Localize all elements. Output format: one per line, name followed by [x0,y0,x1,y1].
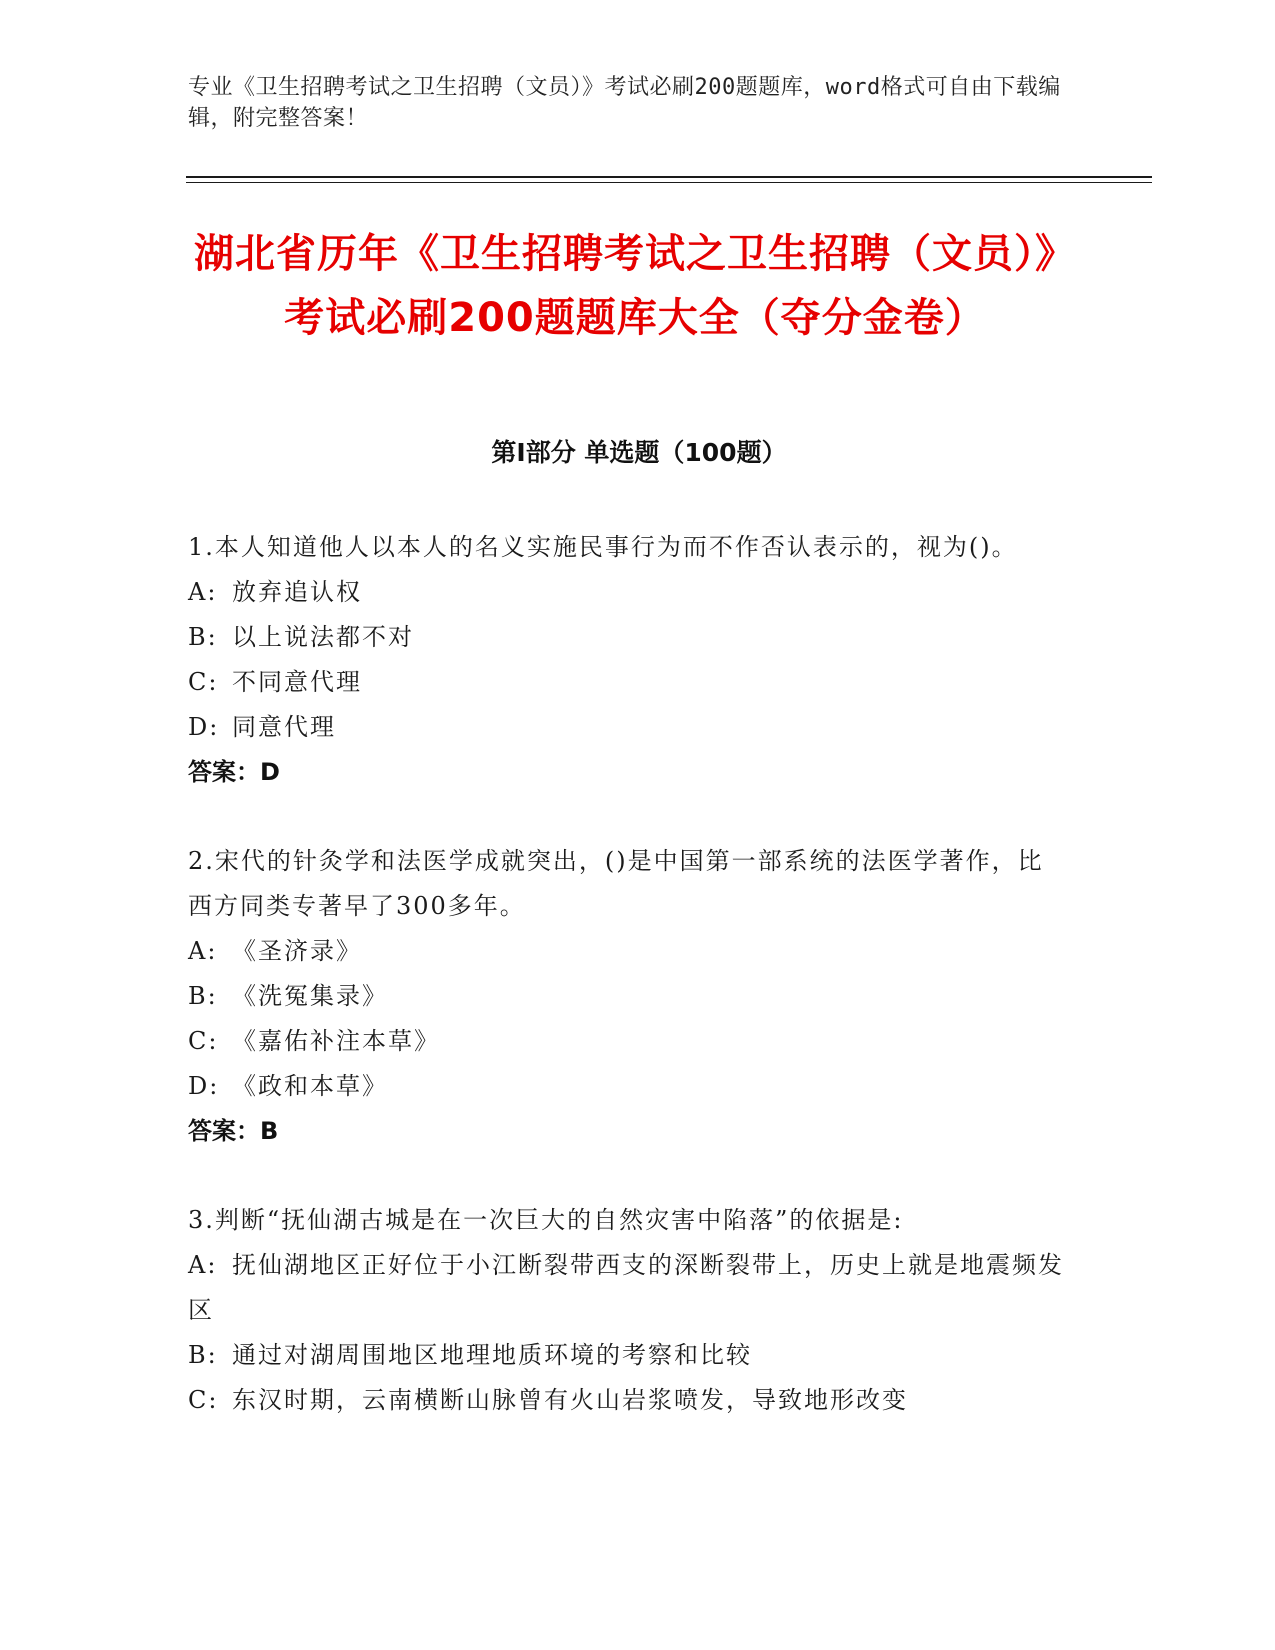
option-text: 《嘉佑补注本草》 [232,1027,440,1055]
header-rule-thin [186,182,1152,183]
option-key: C: [188,1027,219,1055]
option-text: 《洗冤集录》 [232,982,388,1010]
option-text: 抚仙湖地区正好位于小江断裂带西支的深断裂带上，历史上就是地震频发区 [188,1251,1064,1324]
option-a [188,570,1068,615]
option-key: A: [188,578,218,606]
option-text: 不同意代理 [232,668,362,696]
answer-label: 答案：B [188,1117,279,1145]
header-rule-thick [186,176,1152,178]
option-a [188,1243,1068,1333]
option-text: 《政和本草》 [232,1072,388,1100]
option-text: 放弃追认权 [232,578,362,606]
question-2 [188,839,1068,1154]
option-key: B: [188,982,218,1010]
option-c [188,660,1068,705]
option-b [188,1333,1068,1378]
option-text: 以上说法都不对 [232,623,414,651]
option-key: A: [188,937,218,965]
question-1 [188,525,1068,795]
question-3 [188,1198,1068,1423]
option-key: A: [188,1251,218,1279]
option-b [188,615,1068,660]
option-d [188,1064,1068,1109]
question-text: 2.宋代的针灸学和法医学成就突出，()是中国第一部系统的法医学著作，比西方同类专著早了300多年。 [188,847,1044,920]
option-d [188,705,1068,750]
document-title: 湖北省历年《卫生招聘考试之卫生招聘（文员）》考试必刷200题题库大全（夺分金卷） [194,231,1076,341]
option-text: 《圣济录》 [232,937,362,965]
question-text: 1.本人知道他人以本人的名义实施民事行为而不作否认表示的，视为()。 [188,533,1018,561]
option-key: C: [188,668,219,696]
option-text: 同意代理 [232,713,336,741]
option-a [188,929,1068,974]
option-b [188,974,1068,1019]
option-key: D: [188,1072,220,1100]
option-key: D: [188,713,220,741]
header-note: 专业《卫生招聘考试之卫生招聘（文员）》考试必刷200题题库，word格式可自由下载编辑，附完整答案！ [188,75,1061,131]
option-c [188,1378,1068,1423]
option-key: B: [188,1341,218,1369]
option-c [188,1019,1068,1064]
answer-label: 答案：D [188,758,280,786]
question-list [188,525,1068,1467]
option-key: B: [188,623,218,651]
option-text: 东汉时期，云南横断山脉曾有火山岩浆喷发，导致地形改变 [232,1386,908,1414]
option-text: 通过对湖周围地区地理地质环境的考察和比较 [232,1341,752,1369]
option-key: C: [188,1386,219,1414]
question-text: 3.判断“抚仙湖古城是在一次巨大的自然灾害中陷落”的依据是: [188,1206,904,1234]
section-heading: 第I部分 单选题（100题） [491,438,787,467]
